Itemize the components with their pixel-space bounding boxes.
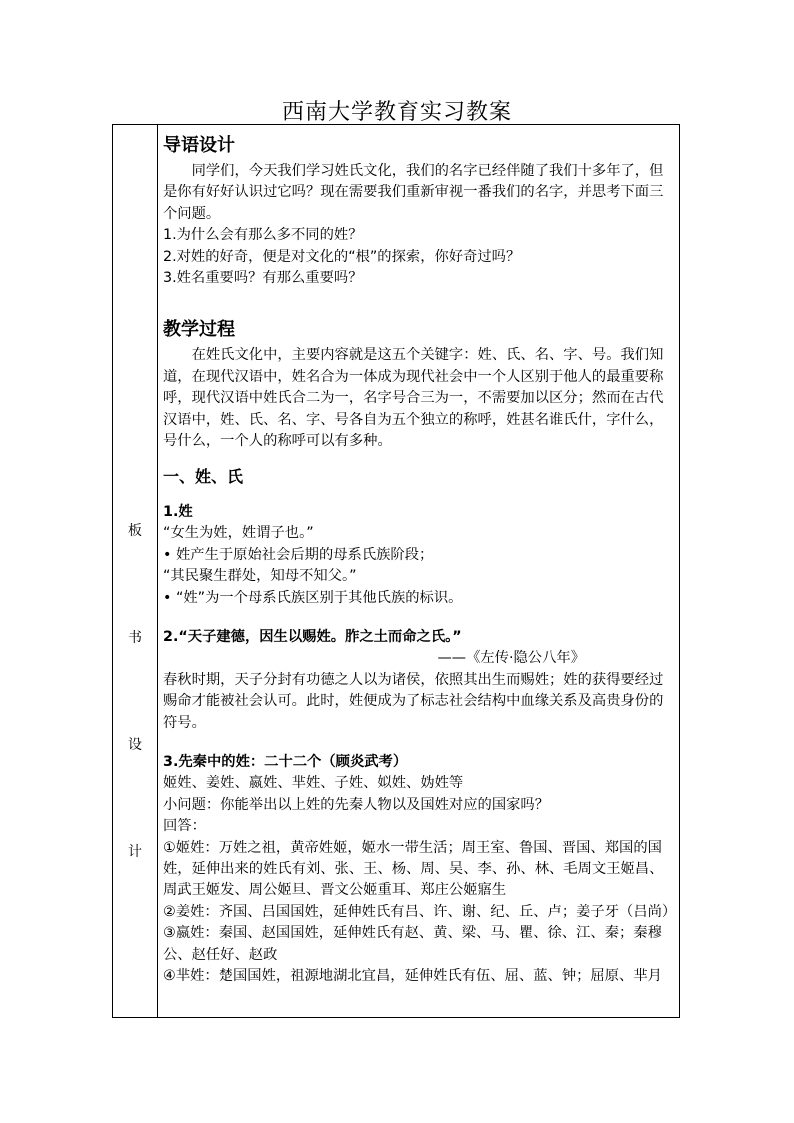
subsection-title: 2.“天子建德，因生以赐姓。胙之土而命之氏。” — [163, 628, 462, 645]
subsection-title: 3.先秦中的姓：二十二个（顾炎武考） — [163, 753, 408, 770]
section-heading: 一、姓、氏 — [163, 467, 244, 487]
answer-item: ④芈姓：楚国国姓，祖源地湖北宜昌，延伸姓氏有伍、屈、蓝、钟；屈原、芈月 — [163, 968, 662, 984]
side-label: 设 — [128, 737, 142, 753]
text-line: 小问题：你能举出以上姓的先秦人物以及国姓对应的国家吗？ — [163, 796, 550, 813]
question-item: 1.为什么会有那么多不同的姓？ — [163, 227, 363, 244]
answer-item: ①姬姓：万姓之祖，黄帝姓姬，姬水一带生活；周王室、鲁国、晋国、郑国的国姓，延伸出来的姓氏有刘、张、王、杨、周、吴、李、孙、林、毛周文王姬昌、周武王姬发、周公姬旦、晋文公姬重耳、郑庄公姬寤生 — [163, 839, 664, 899]
text-line: 姬姓、姜姓、嬴姓、芈姓、子姓、姒姓、妫姓等 — [163, 775, 464, 792]
question-item: 3.姓名重要吗？有那么重要吗？ — [163, 270, 363, 287]
intro-heading: 导语设计 — [163, 135, 235, 156]
bullet-line: • “姓”为一个母系氏族区别于其他氏族的标识。 — [163, 589, 463, 606]
side-label: 板 — [128, 523, 142, 539]
answer-item: ③嬴姓：秦国、赵国国姓，延伸姓氏有赵、黄、梁、马、瞿、徐、江、秦；秦穆公、赵任好、赵政 — [163, 925, 662, 963]
question-item: 2.对姓的好奇，便是对文化的“根”的探索，你好奇过吗？ — [163, 248, 521, 265]
bullet-line: • 姓产生于原始社会后期的母系氏族阶段； — [163, 546, 434, 563]
lesson-plan-table — [112, 124, 680, 1018]
side-label-column — [113, 125, 158, 1017]
content-cell — [163, 131, 675, 987]
text-line: 回答： — [163, 818, 206, 835]
subsection-title: 1.姓 — [163, 503, 193, 520]
side-label: 书 — [128, 630, 142, 646]
answer-item: ②姜姓：齐国、吕国国姓，延伸姓氏有吕、许、谢、纪、丘、卢；姜子牙（吕尚） — [163, 903, 677, 920]
quote-source: ——《左传·隐公八年》 — [437, 650, 585, 667]
process-heading: 教学过程 — [163, 319, 235, 341]
quote-line: “女生为姓，姓谓子也。” — [163, 525, 314, 542]
intro-paragraph: 同学们，今天我们学习姓氏文化，我们的名字已经伴随了我们十多年了，但是你有好好认识过它吗？现在需要我们重新审视一番我们的名字，并思考下面三个问题。 — [163, 163, 664, 222]
subsection-paragraph: 春秋时期，天子分封有功德之人以为诸侯，依照其出生而赐姓；姓的获得要经过赐命才能被社会认可。此时，姓便成为了标志社会结构中血缘关系及高贵身份的符号。 — [163, 671, 664, 731]
quote-line: “其民聚生群处，知母不知父。” — [163, 568, 357, 585]
process-paragraph: 在姓氏文化中，主要内容就是这五个关键字：姓、氏、名、字、号。我们知道，在现代汉语中，姓名合为一体成为现代社会中一个人区别于他人的最重要称呼，现代汉语中姓氏合二为一，名字号合三为一，不需要加以区分；然而在古代汉语中，姓、氏、名、字、号各自为五个独立的称呼，姓甚名谁氏什，字什么，号什么，一个人的称呼可以有多种。 — [163, 347, 664, 450]
side-label: 计 — [128, 844, 142, 860]
page-title: 西南大学教育实习教案 — [281, 100, 512, 125]
